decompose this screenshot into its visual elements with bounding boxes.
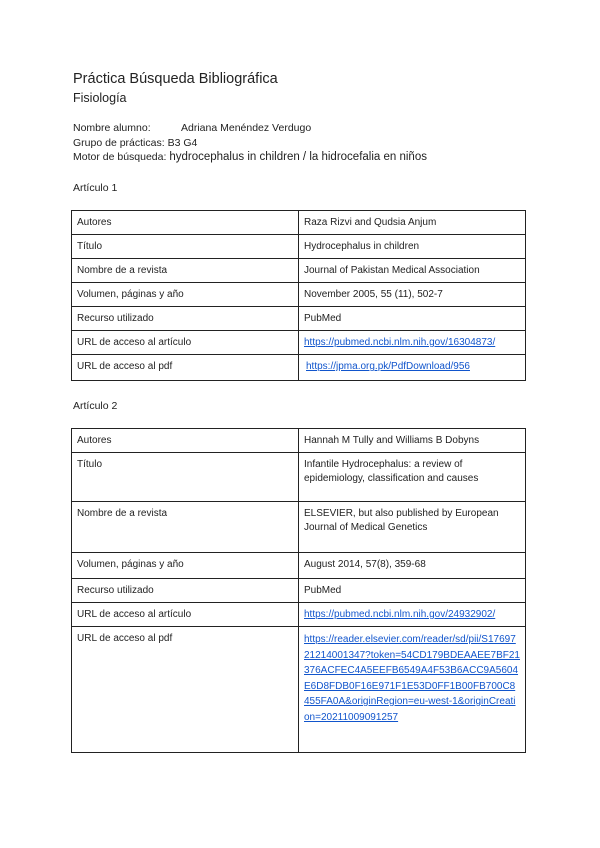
row-key: Volumen, páginas y año — [72, 283, 299, 307]
search-engine-line — [73, 151, 427, 163]
article-1-table — [71, 210, 526, 381]
row-key: Título — [72, 235, 299, 259]
row-key: Nombre de a revista — [72, 259, 299, 283]
table-row — [72, 453, 526, 502]
row-value: PubMed — [299, 579, 526, 603]
row-key: URL de acceso al pdf — [72, 627, 299, 753]
search-engine-label: Motor de búsqueda: — [73, 151, 167, 163]
row-key: Recurso utilizado — [72, 579, 299, 603]
row-key: Autores — [72, 429, 299, 453]
table-row — [72, 355, 526, 381]
document-subtitle: Fisiología — [73, 91, 127, 105]
table-row — [72, 235, 526, 259]
article-url-link[interactable]: https://pubmed.ncbi.nlm.nih.gov/24932902/ — [304, 609, 496, 620]
document-title: Práctica Búsqueda Bibliográfica — [73, 71, 278, 87]
table-row — [72, 579, 526, 603]
row-key: Recurso utilizado — [72, 307, 299, 331]
row-value: November 2005, 55 (11), 502-7 — [299, 283, 526, 307]
article-url-link[interactable]: https://pubmed.ncbi.nlm.nih.gov/16304873/ — [304, 337, 496, 348]
pdf-url-link[interactable]: https://jpma.org.pk/PdfDownload/956 — [306, 361, 470, 372]
student-name-label: Nombre alumno: — [73, 122, 151, 134]
table-row — [72, 553, 526, 579]
table-row — [72, 307, 526, 331]
row-value-cell — [299, 355, 526, 381]
student-group-line — [73, 137, 197, 149]
table-row — [72, 259, 526, 283]
table-row — [72, 429, 526, 453]
row-value: ELSEVIER, but also published by European Journal of Medical Genetics — [299, 502, 526, 553]
row-key: Nombre de a revista — [72, 502, 299, 553]
row-key: URL de acceso al pdf — [72, 355, 299, 381]
row-key: URL de acceso al artículo — [72, 331, 299, 355]
row-key: Título — [72, 453, 299, 502]
table-row — [72, 627, 526, 753]
table-row — [72, 283, 526, 307]
row-value: Infantile Hydrocephalus: a review of epidemiology, classification and causes — [299, 453, 526, 502]
student-group-value: B3 G4 — [167, 137, 198, 149]
row-value-cell — [299, 331, 526, 355]
pdf-url-link[interactable]: https://reader.elsevier.com/reader/sd/pii/S1769721214001347?token=54CD179BDEAAEE7BF21376ACFEC4A5EEFB6549A4F53B6ACC9A5604E6D8FDB0F16E971F1E53D0FF1B00FB700C8455FA0A&originRegion=eu-west-1&originCreation=20211009091257 — [304, 634, 520, 723]
table-row — [72, 331, 526, 355]
article-1-heading: Artículo 1 — [73, 182, 118, 194]
table-row — [72, 211, 526, 235]
article-2-heading: Artículo 2 — [73, 400, 118, 412]
student-name-value: Adriana Menéndez Verdugo — [181, 122, 312, 134]
search-engine-value: hydrocephalus in children / la hidrocefalia en niños — [169, 151, 427, 163]
student-name-line — [73, 122, 311, 134]
row-value: PubMed — [299, 307, 526, 331]
row-value: Raza Rizvi and Qudsia Anjum — [299, 211, 526, 235]
article-2-table — [71, 428, 526, 753]
row-value: Hydrocephalus in children — [299, 235, 526, 259]
row-key: Autores — [72, 211, 299, 235]
row-key: URL de acceso al artículo — [72, 603, 299, 627]
table-row — [72, 603, 526, 627]
row-value-cell — [299, 627, 526, 753]
row-value: August 2014, 57(8), 359-68 — [299, 553, 526, 579]
row-key: Volumen, páginas y año — [72, 553, 299, 579]
row-value-cell — [299, 603, 526, 627]
student-group-label: Grupo de prácticas: — [73, 137, 165, 149]
row-value: Journal of Pakistan Medical Association — [299, 259, 526, 283]
row-value: Hannah M Tully and Williams B Dobyns — [299, 429, 526, 453]
table-row — [72, 502, 526, 553]
